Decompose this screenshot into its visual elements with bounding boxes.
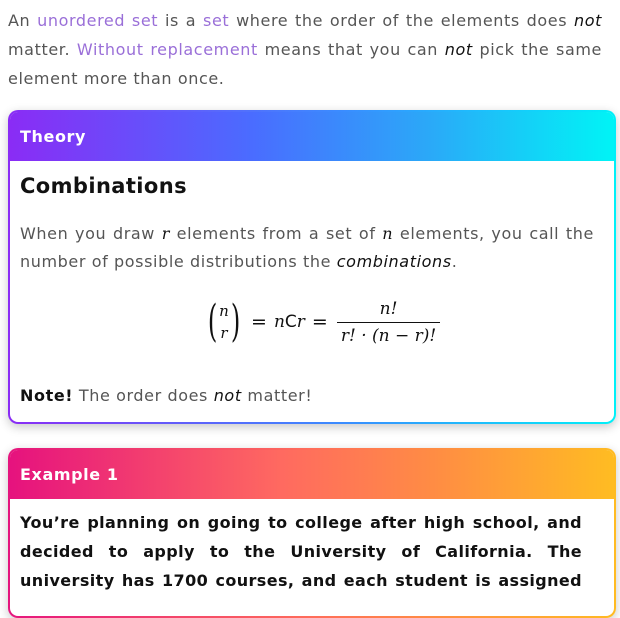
note-label: Note! [20,386,74,405]
intro-text: An [8,11,38,30]
math-variable-n: n [382,224,394,243]
theory-text: When you draw [20,224,162,243]
emphasis-not: not [573,11,602,30]
intro-text: means that you can [257,40,445,59]
binomial-coefficient [219,300,229,344]
ncr-n: n [273,312,285,332]
example-card-header: Example 1 [10,450,614,499]
emphasis-not: not [213,386,242,405]
intro-text: is a [158,11,204,30]
theory-card-header: Theory [10,112,614,161]
intro-paragraph [8,6,602,93]
left-paren: ( [207,296,218,347]
intro-text: matter. [8,40,77,59]
binomial-bottom: r [220,324,228,342]
theory-text: elements from a set of [169,224,383,243]
intro-text: where the order of the elements does [229,11,574,30]
fraction-numerator: n! [379,298,398,319]
fraction-denominator: r! · (n − r)! [337,322,440,348]
emphasis-not: not [444,40,473,59]
binomial-top: n [219,302,229,320]
theory-title: Combinations [20,174,187,198]
right-paren: ) [230,296,241,347]
set-link[interactable]: set [203,11,230,30]
theory-card [8,110,616,424]
combinations-term: combinations [336,252,452,271]
math-variable-r: r [161,224,170,243]
without-replacement-link[interactable]: Without replacement [76,40,258,59]
example-card [8,448,616,618]
ncr-c: C [284,312,297,332]
note-text: matter! [241,386,313,405]
theory-note [20,384,312,408]
note-text: The order does [73,386,214,405]
theory-text: elements, you call the number of possible distributions the [20,224,594,271]
theory-text: . [451,252,458,271]
equals-sign: = [251,311,267,333]
fraction [337,297,440,348]
combination-formula [204,294,440,350]
example-problem: You’re planning on going to college after high school, and decided to apply to the University of California. The university has 1700 courses, and each student is assigned [20,513,582,590]
unordered-set-link[interactable]: unordered set [37,11,159,30]
ncr-notation [274,312,305,332]
equals-sign: = [311,311,328,333]
ncr-r: r [296,312,305,332]
intro-text: pick the same element more than once. [8,40,602,88]
theory-paragraph [20,220,594,276]
